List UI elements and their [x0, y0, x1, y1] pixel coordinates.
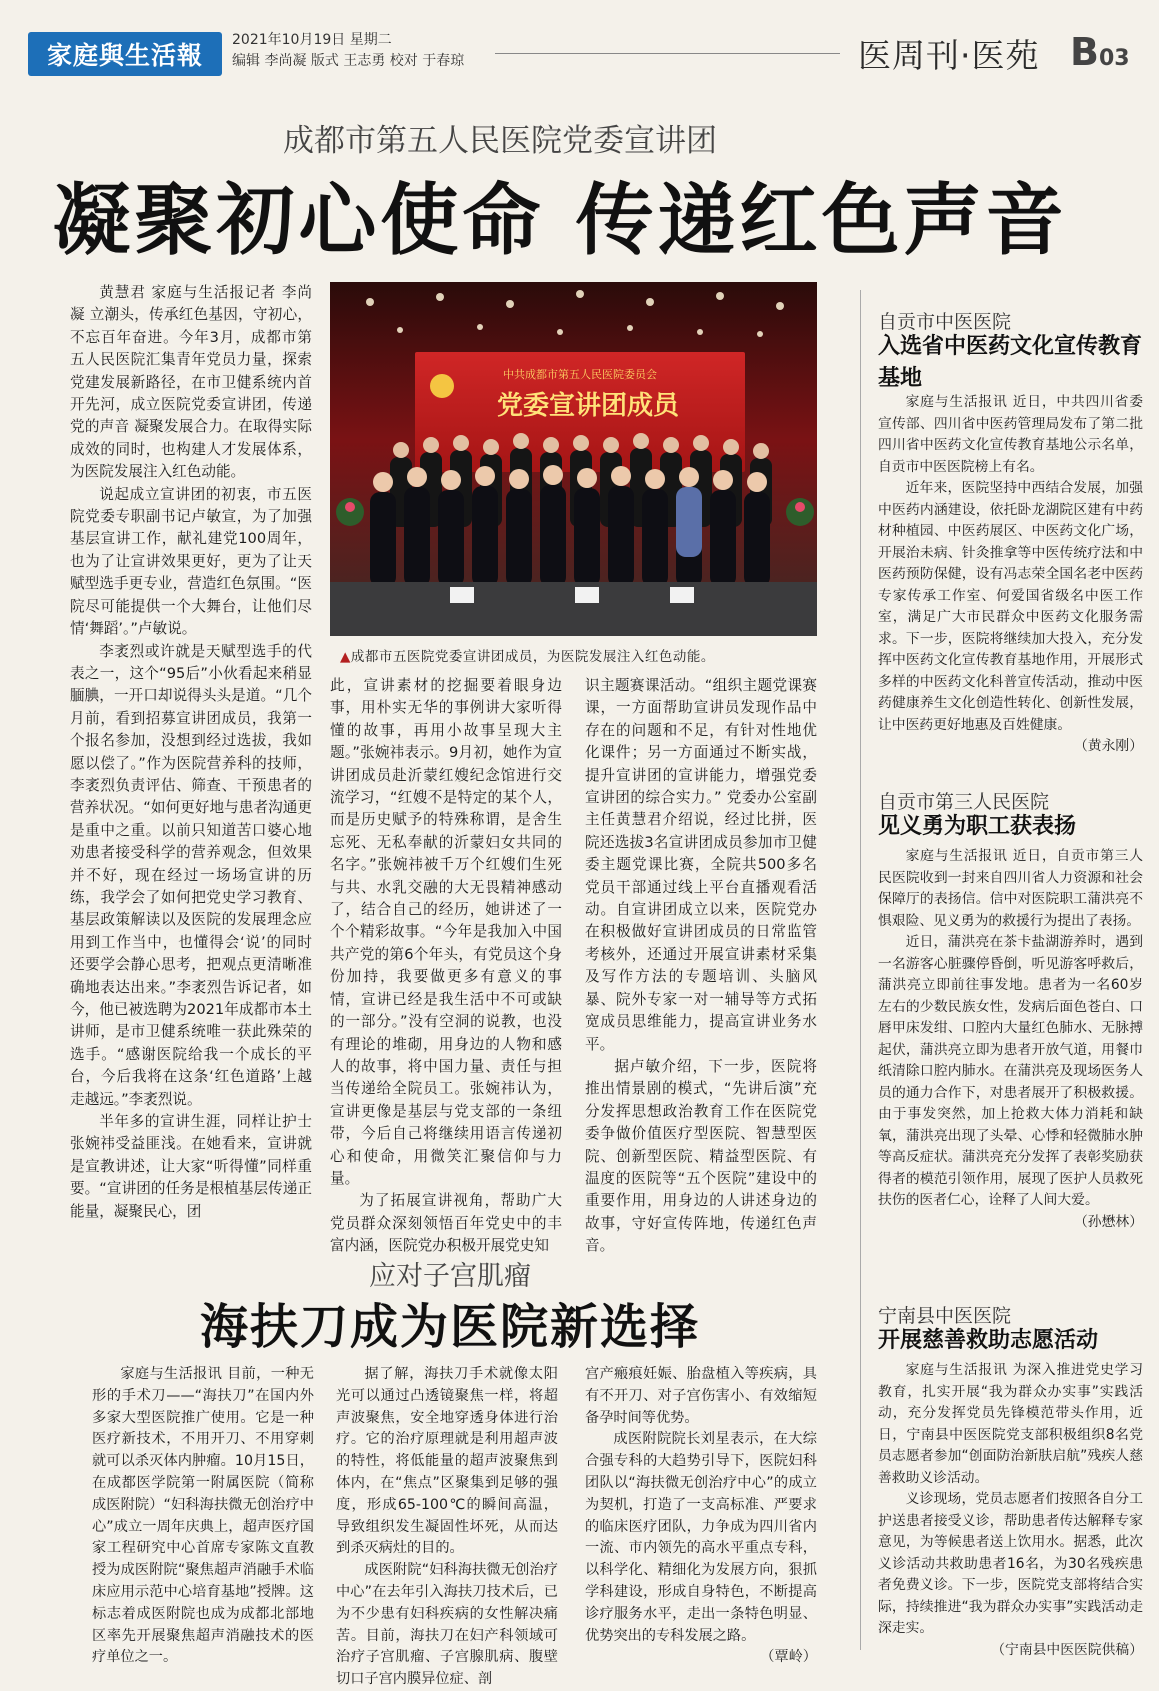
sidebar3-sign: （宁南县中医医院供稿）: [991, 1641, 1143, 1658]
paragraph: 成医附院“妇科海扶微无创治疗中心”在去年引入海扶刀技术后，已为不少患有妇科疾病的女性解决痛苦。目前，海扶刀在妇产科领域可治疗子宫肌瘤、子宫腺肌病、腹壁切口子宫内膜异位症、剖: [336, 1562, 558, 1688]
paragraph: 家庭与生活报讯 为深入推进党史学习教育，扎实开展“我为群众办实事”实践活动，充分发挥党员先锋模范带头作用，近日，宁南县中医医院党支部积极组织8名党员志愿者参加“创面防治新肤启航”残疾人慈善救助义诊活动。: [878, 1362, 1143, 1486]
second-article-col2: [336, 1364, 558, 1691]
paragraph: 成医附院院长刘星表示，在大综合强专科的大趋势引导下，医院妇科团队以“海扶微无创治疗中心”的成立为契机，打造了一支高标准、严要求的临床医疗团队，力争成为四川省内一流、市内领先的高水平重点专科，以科学化、精细化为发展方向，狠抓学科建设，形成自身特色，不断提高诊疗服务水平，走出一条特色明显、优势突出的专科发展之路。: [585, 1431, 817, 1644]
paragraph: 近日，蒲洪亮在茶卡盐湖游养时，遇到一名游客心脏骤停昏倒，听见游客呼救后，蒲洪亮立即前往事发地。患者为一名60岁左右的少数民族女性，发病后面色苍白、口唇甲床发绀、口腔内大量红色肺水、无脉搏起伏，蒲洪亮立即为患者开放气道，用餐巾纸清除口腔内肺水。在蒲洪亮及现场医务人员的通力合作下，对患者展开了积极救援。由于事发突然，加上抢救大体力消耗和缺氧，蒲洪亮出现了头晕、心悸和轻微肺水肿等高反症状。蒲洪亮充分发挥了表彰奖励获得者的模范引领作用，展现了医护人员救死扶伤的医者仁心，诠释了人间大爱。: [878, 934, 1143, 1208]
paragraph: 家庭与生活报讯 目前，一种无形的手术刀——“海扶刀”在国内外多家大型医院推广使用。它是一种医疗新技术，不用开刀、不用穿刺就可以杀灭体内肿瘤。10月15日，在成都医学院第一附属医院（简称成医附院）“妇科海扶微无创治疗中心”成立一周年庆典上，超声医疗国家工程研究中心首席专家陈文直教授为成医附院“聚焦超声消融手术临床应用示范中心培育基地”授牌。这标志着成医附院也成为成都北部地区率先开展聚焦超声消融技术的医疗单位之一。: [92, 1366, 314, 1666]
header-rule: [495, 53, 840, 54]
second-article-col3: [585, 1364, 817, 1669]
party-emblem-icon: [430, 374, 454, 398]
staff-credits: 编辑 李尚凝 版式 王志勇 校对 于春琼: [232, 53, 465, 69]
photo-caption-text: 成都市五医院党委宣讲团成员，为医院发展注入红色动能。: [350, 649, 715, 665]
paragraph: 义诊现场，党员志愿者们按照各自分工护送患者接受义诊，帮助患者传达解释专家意见，为等候患者送上饮用水。据悉，此次义诊活动共救助患者16名，为30名残疾患者免费义诊。下一步，医院党支部将结合实际，持续推进“我为群众办实事”实践活动走深走实。: [878, 1491, 1143, 1636]
sidebar2-title: 见义勇为职工获表扬: [878, 813, 1077, 839]
photo-caption: [340, 645, 820, 665]
paragraph: 说起成立宣讲团的初衷，市五医院党委专职副书记卢敏宣，为了加强基层宣讲工作，献礼建党100周年，也为了让宣讲效果更好，更为了让天赋型选手更专业，营造红色氛围。“医院尽可能提供一个大舞台，让他们尽情‘舞蹈’。”卢敏说。: [70, 485, 312, 638]
paragraph: 识主题赛课活动。“组织主题党课赛课，一方面帮助宣讲员发现作品中存在的问题和不足，有针对性地优化课件；另一方面通过不断实战，提升宣讲团的宣讲能力，增强党委宣讲团的综合实力。” 党委办公室副主任黄慧君介绍说，经过比拼，医院还选拔3名宣讲团成员参加市卫健委主题党课比赛，全院共500多名党员干部通过线上平台直播观看活动。自宣讲团成立以来，医院党办在积极做好宣讲团成员的日常监管考核外，还通过开展宣讲素材采集及写作方法的专题培训、头脑风暴、院外专家一对一辅导等方式拓宽成员思维能力，提高宣讲业务水平。: [585, 677, 817, 1053]
sidebar2-body: [878, 846, 1143, 1233]
main-article-col1: [70, 282, 312, 1223]
masthead-text: 家庭與生活報: [46, 41, 203, 70]
page-letter: B: [1070, 30, 1099, 74]
paragraph: 家庭与生活报讯 近日，中共四川省委宣传部、四川省中医药管理局发布了第二批四川省中医药文化宣传教育基地公示名单，自贡市中医医院榜上有名。: [878, 394, 1143, 475]
main-article-col2: [330, 675, 562, 1258]
second-article-col1: [92, 1364, 314, 1669]
caption-triangle-icon: ▲: [340, 649, 351, 665]
sidebar1-title: 入选省中医药文化宣传教育基地: [878, 333, 1143, 391]
paragraph: 黄慧君 家庭与生活报记者 李尚凝 立潮头，传承红色基因，守初心，不忘百年奋进。今年3月，成都市第五人民医院汇集青年党员力量，探索党建发展新路径，在市卫健系统内首开先河，成立医院党委宣讲团，传递党的声音 凝聚发展合力。在取得实际成效的同时，也构建人才发展体系，为医院发展注入红色动能。: [70, 284, 312, 481]
sidebar2-sign: （孙懋林）: [1074, 1213, 1143, 1230]
masthead-logo: [28, 32, 222, 76]
main-kicker: 成都市第五人民医院党委宣讲团: [283, 123, 717, 159]
main-headline: 凝聚初心使命 传递红色声音: [52, 175, 1068, 266]
paragraph: 据卢敏介绍，下一步，医院将推出情景剧的模式，“先讲后演”充分发挥思想政治教育工作在医院党委争做价值医疗型医院、智慧型医院、创新型医院、精益型医院、有温度的医院等“五个医院”建设中的重要作用，用身边的人讲述身边的故事，守好宣传阵地，传递红色声音。: [585, 1057, 817, 1255]
sidebar2-kicker: 自贡市第三人民医院: [878, 791, 1050, 813]
page-number: [1070, 30, 1130, 74]
paragraph: 家庭与生活报讯 近日，自贡市第三人民医院收到一封来自四川省人力资源和社会保障厅的表扬信。信中对医院职工蒲洪亮不惧艰险、见义勇为的救援行为提出了表扬。: [878, 848, 1143, 929]
paragraph: 半年多的宣讲生涯，同样让护士张婉祎受益匪浅。在她看来，宣讲就是宣教讲述，让大家“听得懂”同样重要。“宣讲团的任务是根植基层传递正能量，凝聚民心，团: [70, 1113, 312, 1220]
issue-date: 2021年10月19日 星期二: [232, 32, 392, 48]
photo-banner-line2: 党委宣讲团成员: [496, 391, 680, 421]
sidebar1-sign: （黄永刚）: [1074, 738, 1143, 754]
header-meta: [232, 30, 464, 72]
group-photo: [330, 282, 817, 636]
page-num: 03: [1098, 46, 1130, 71]
second-headline: 海扶刀成为医院新选择: [199, 1299, 700, 1355]
paragraph: 为了拓展宣讲视角，帮助广大党员群众深刻领悟百年党史中的丰富内涵，医院党办积极开展党史知: [330, 1192, 562, 1255]
paragraph: 据了解，海扶刀手术就像太阳光可以通过凸透镜聚焦一样，将超声波聚焦，安全地穿透身体进行治疗。它的治疗原理就是利用超声波的特性，将低能量的超声波聚焦到体内，在“焦点”区聚集到足够的强度，形成65-100℃的瞬间高温，导致组织发生凝固性坏死，从而达到杀灭病灶的目的。: [336, 1366, 558, 1557]
paragraph: 李袤烈或许就是天赋型选手的代表之一，这个“95后”小伙看起来稍显腼腆，一开口却说得头头是道。“几个月前，看到招募宣讲团成员，我第一个报名参加，没想到经过选拔，我如愿以偿了。”作为医院营养科的技师，李袤烈负责评估、筛查、干预患者的营养状况。“如何更好地与患者沟通更是重中之重。以前只知道苦口婆心地劝患者接受科学的营养观念，但效果并不好，现在经过一场场宣讲的历练，我学会了如何把党史学习教育、基层政策解读以及医院的发展理念应用到工作当中，也懂得会‘说’的同时还要学会静心思考，把观点更清晰准确地表达出来。”李袤烈告诉记者，如今，他已被选聘为2021年成都市本土讲师，是市卫健系统唯一获此殊荣的选手。“感谢医院给我一个成长的平台，今后我将在这条‘红色道路’上越走越远。”李袤烈说。: [70, 642, 312, 1108]
second-article-sign: （覃岭）: [760, 1649, 817, 1666]
sidebar3-kicker: 宁南县中医医院: [878, 1305, 1012, 1327]
paragraph: 此，宣讲素材的挖掘要着眼身边事，用朴实无华的事例讲大家听得懂的故事，再用小故事呈现大主题。”张婉祎表示。9月初，她作为宣讲团成员赴沂蒙红嫂纪念馆进行交流学习，“红嫂不是特定的某个人，而是历史赋予的特殊称谓，是舍生忘死、无私奉献的沂蒙妇女共同的名字。”张婉祎被千万个红嫂们生死与共、水乳交融的大无畏精神感动了，结合自己的经历，她讲述了一个个精彩故事。“今年是我加入中国共产党的第6个年头，有党员这个身份加持，我要做更多有意义的事情，宣讲已经是我生活中不可或缺的一部分。”没有空洞的说教，也没有理论的堆砌，用身边的人物和感人的故事，将中国力量、责任与担当传递给全院员工。张婉祎认为，宣讲更像是基层与党支部的一条纽带，今后自己将继续用语言传递初心和使命，用微笑汇聚信仰与力量。: [330, 677, 562, 1187]
main-article-col3: [585, 675, 817, 1258]
group-photo-graphic: [330, 282, 817, 636]
section-title: 医周刊·医苑: [858, 36, 1040, 75]
photo-banner-line1: 中共成都市第五人民医院委员会: [503, 368, 657, 381]
sidebar1-kicker: 自贡市中医医院: [878, 311, 1012, 333]
second-kicker: 应对子宫肌瘤: [369, 1261, 531, 1292]
sidebar1-body: [878, 392, 1143, 758]
paragraph: 宫产瘢痕妊娠、胎盘植入等疾病，具有不开刀、对子宫伤害小、有效缩短备孕时间等优势。: [585, 1366, 817, 1426]
sidebar-divider: [860, 290, 861, 1650]
paragraph: 近年来，医院坚持中西结合发展，加强中医药内涵建设，依托卧龙湖院区建有中药材种植园、中医药展区、中医药文化广场，开展治未病、针灸推拿等中医传统疗法和中医药预防保健，设有冯志荣全国名老中医药专家传承工作室、何爱国省级名中医工作室，满足广大市民群众中医药文化服务需求。下一步，医院将继续加大投入，充分发挥中医药文化宣传教育基地作用，开展形式多样的中医药文化科普宣传活动，推动中医药健康养生文化创造性转化、创新性发展，让中医药更好地惠及百姓健康。: [878, 480, 1143, 733]
sidebar3-body: [878, 1360, 1143, 1661]
sidebar3-title: 开展慈善救助志愿活动: [878, 1327, 1099, 1353]
